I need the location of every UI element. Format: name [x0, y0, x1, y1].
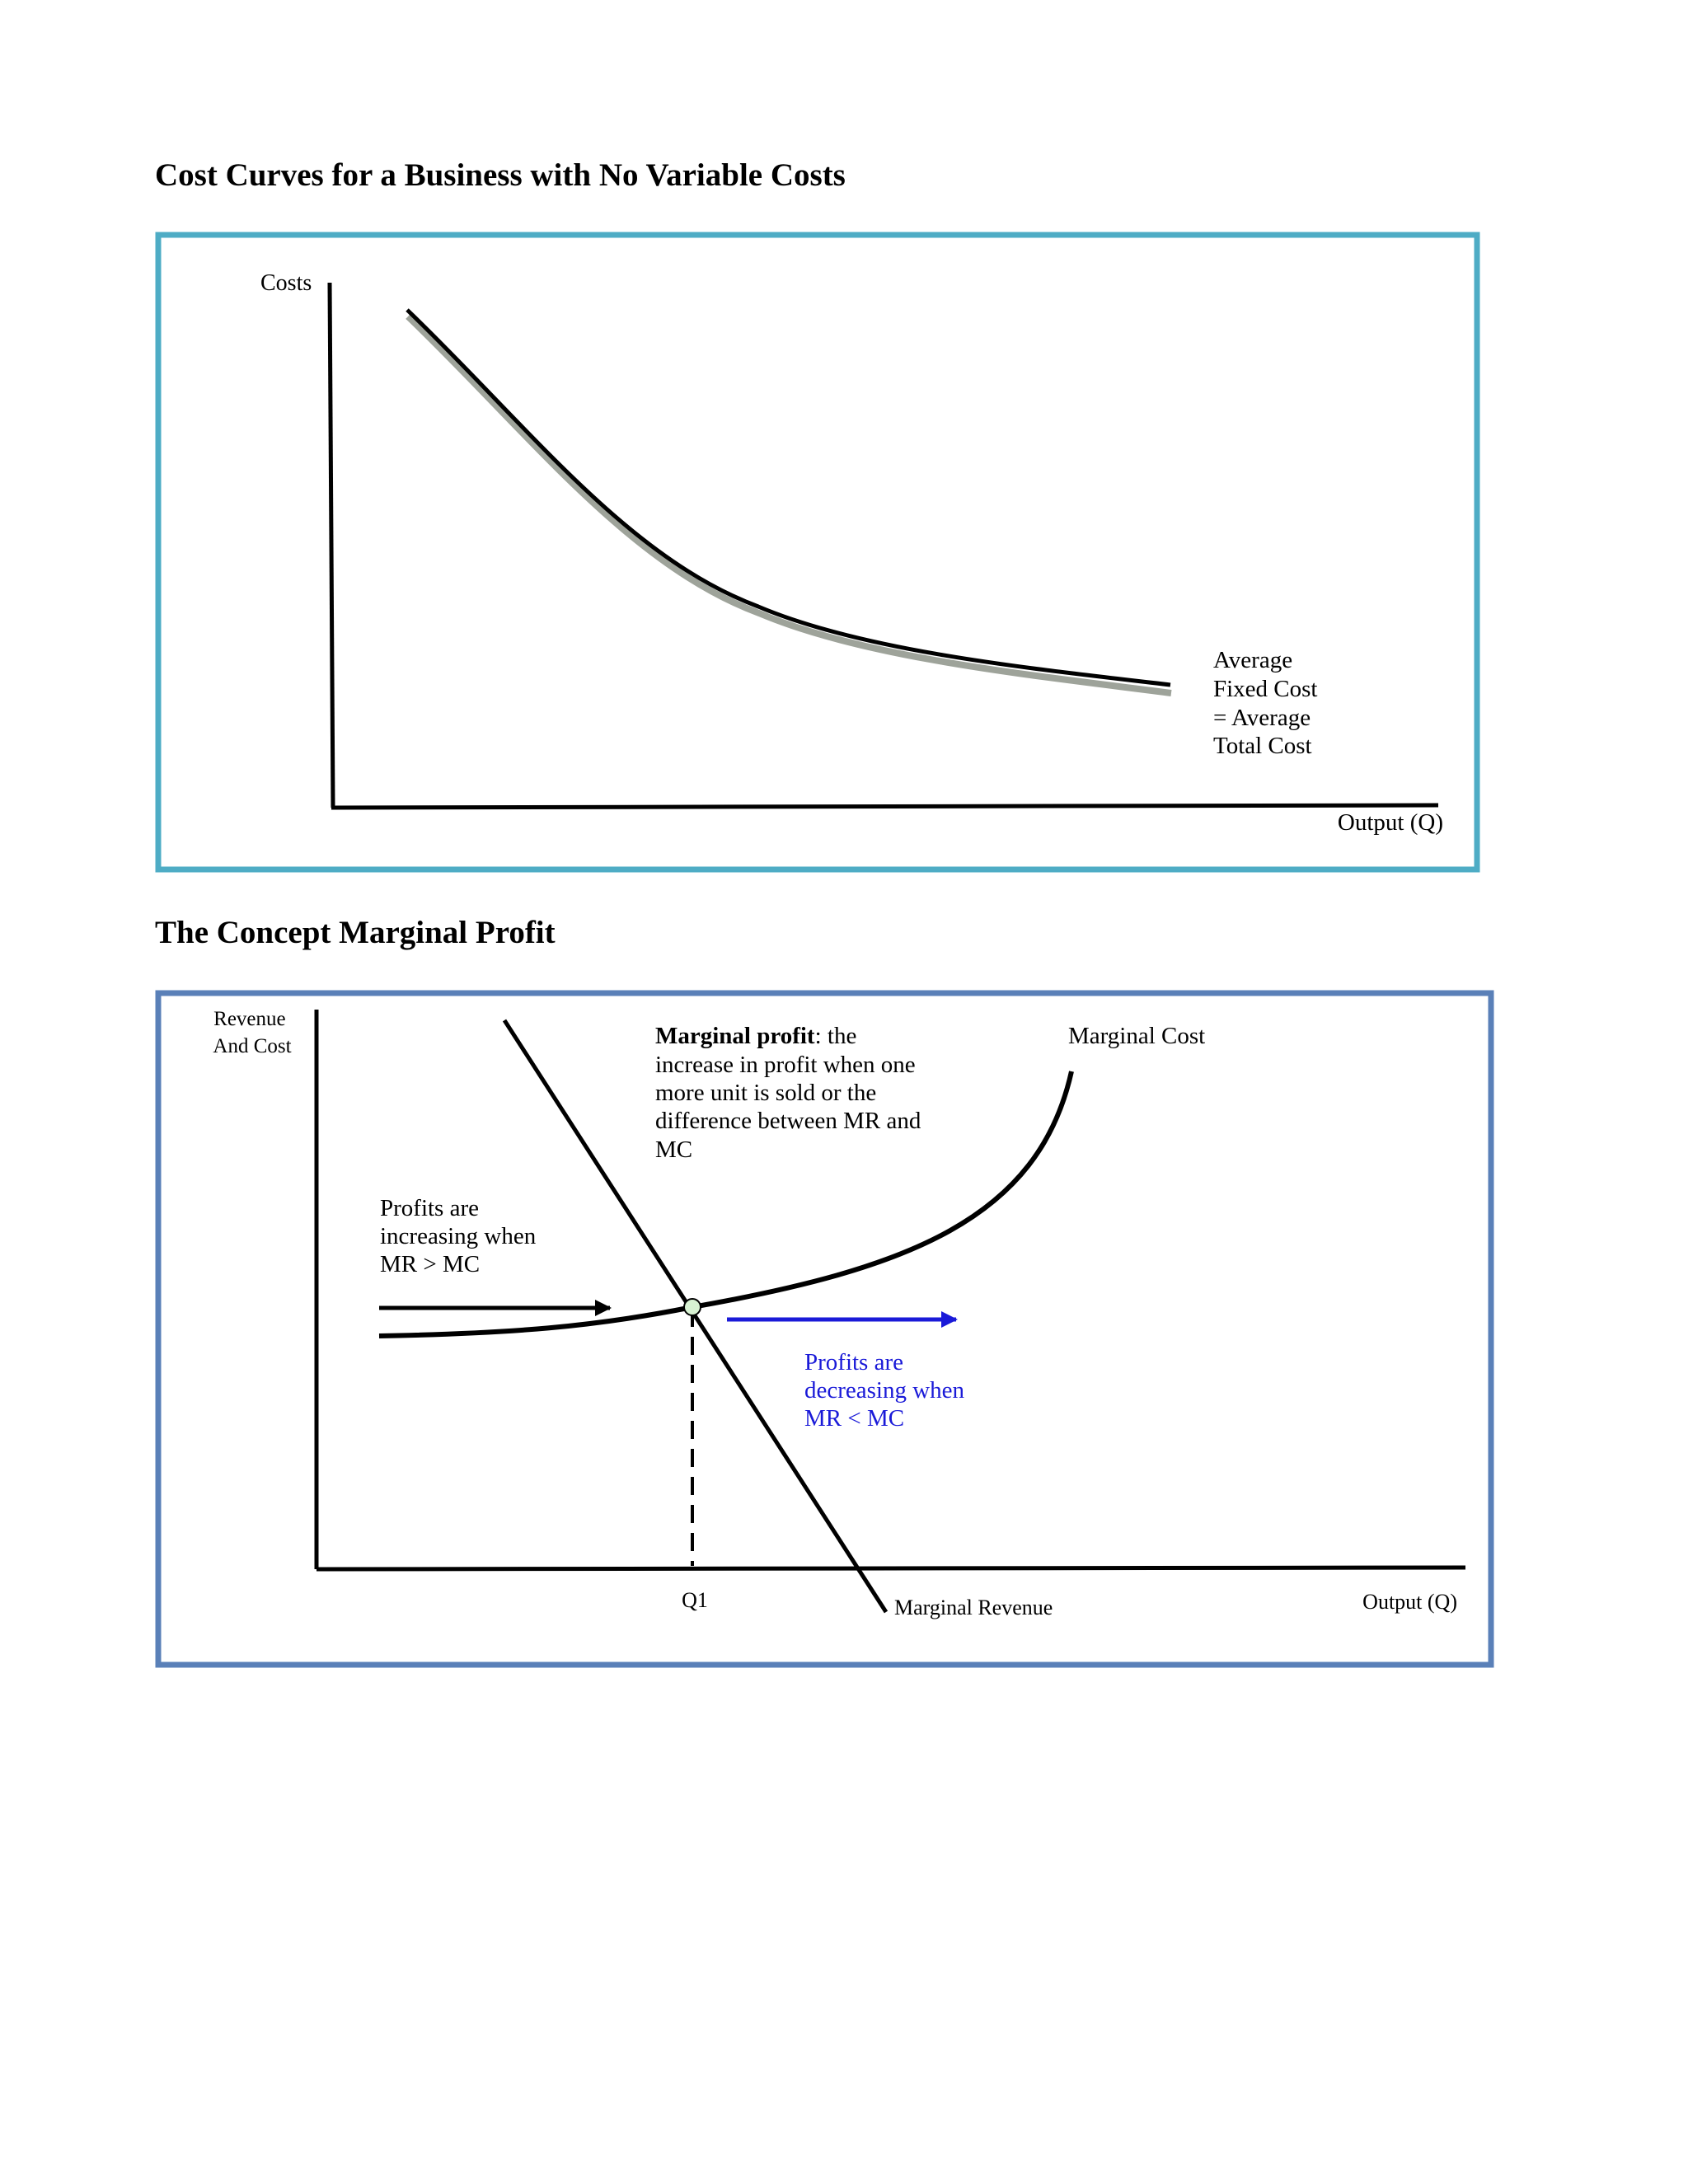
intersection-point [684, 1299, 701, 1315]
afc-curve-label: Average Fixed Cost = Average Total Cost [1213, 647, 1318, 759]
x-axis [316, 1568, 1465, 1569]
figure2-title: The Concept Marginal Profit [155, 915, 556, 950]
profits-decreasing-note: Profits are decreasing when MR < MC [804, 1349, 965, 1432]
marginal-profit-definition: Marginal profit: the increase in profit when one more unit is sold or the difference between MR and MC [655, 1023, 921, 1163]
y-axis-label: Costs [260, 270, 312, 296]
profits-increasing-note: Profits are increasing when MR > MC [380, 1195, 537, 1277]
figure1-title: Cost Curves for a Business with No Variable Costs [155, 157, 846, 193]
y-axis-label: Revenue And Cost [213, 1008, 292, 1057]
x-axis-label: Output (Q) [1337, 809, 1443, 836]
q1-label: Q1 [682, 1588, 708, 1612]
mr-label: Marginal Revenue [894, 1596, 1053, 1619]
x-axis-label: Output (Q) [1362, 1590, 1457, 1614]
mc-label: Marginal Cost [1068, 1023, 1206, 1049]
